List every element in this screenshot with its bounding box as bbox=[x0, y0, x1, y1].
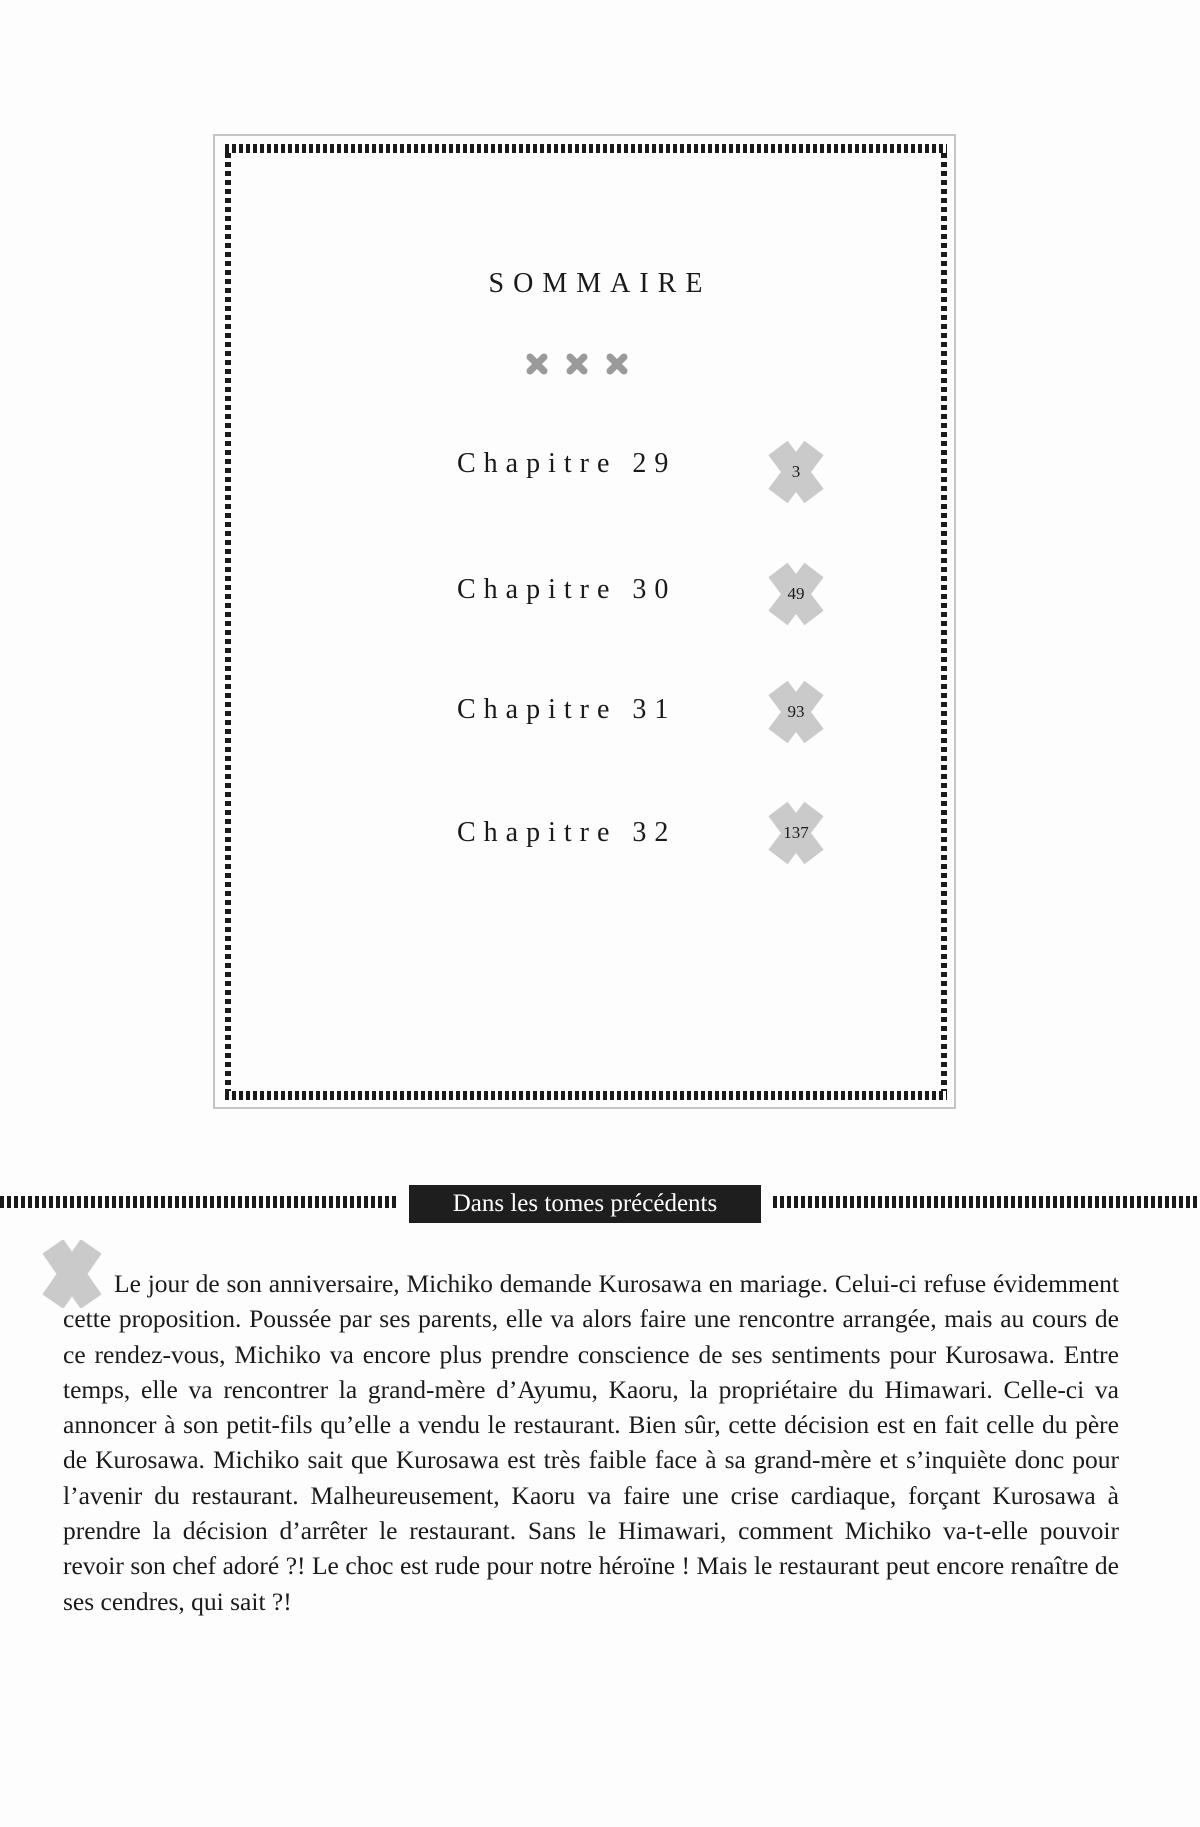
page-badge bbox=[764, 440, 828, 504]
cross-icon bbox=[525, 352, 549, 376]
page-badge bbox=[764, 801, 828, 865]
summary-paragraph: Le jour de son anniversaire, Michiko demande Kurosawa en mariage. Celui-ci refuse évidemment cette proposition. Poussée par ses parents, elle va alors faire une rencontre arrangée, mais au cours de ce rendez-vous, Michiko va encore plus prendre conscience de ses sentiments pour Kurosawa. Entre temps, elle va rencontrer la grand-mère d’Ayumu, Kaoru, la propriétaire du Himawari. Celle-ci va annoncer à son petit-fils qu’elle a vendu le restaurant. Bien sûr, cette décision est en fait celle du père de Kurosawa. Michiko sait que Kurosawa est très faible face à sa grand-mère et s’inquiète donc pour l’avenir du restaurant. Malheureusement, Kaoru va faire une crise cardiaque, forçant Kurosawa à prendre la décision d’arrêter le restaurant. Sans le Himawari, comment Michiko va-t-elle pouvoir revoir son chef adoré ?! Le choc est rude pour notre héroïne ! Mais le restaurant peut encore renaître de ses cendres, qui sait ?! bbox=[63, 1269, 1119, 1616]
ornament-crosses bbox=[525, 352, 629, 376]
frame-dotted-bottom bbox=[225, 1091, 947, 1100]
frame-dotted-top bbox=[225, 144, 947, 153]
page-badge bbox=[764, 562, 828, 626]
page-number: 93 bbox=[787, 702, 805, 721]
toc-entry-label[interactable]: Chapitre 32 bbox=[457, 817, 677, 848]
cross-icon bbox=[565, 352, 589, 376]
section-heading: Dans les tomes précédents bbox=[452, 1190, 718, 1217]
toc-entry-label[interactable]: Chapitre 29 bbox=[457, 448, 677, 479]
page-badge bbox=[764, 680, 828, 744]
toc-title: SOMMAIRE bbox=[488, 268, 712, 299]
toc-entry-label[interactable]: Chapitre 31 bbox=[457, 694, 677, 725]
banner-dotted-right bbox=[773, 1196, 1200, 1208]
page-number: 137 bbox=[783, 823, 809, 842]
page-number: 49 bbox=[787, 584, 805, 603]
section-banner bbox=[409, 1185, 761, 1223]
banner-dotted-left bbox=[0, 1196, 398, 1208]
cross-icon bbox=[605, 352, 629, 376]
page-number: 3 bbox=[791, 462, 801, 481]
toc-entry-label[interactable]: Chapitre 30 bbox=[457, 574, 677, 605]
